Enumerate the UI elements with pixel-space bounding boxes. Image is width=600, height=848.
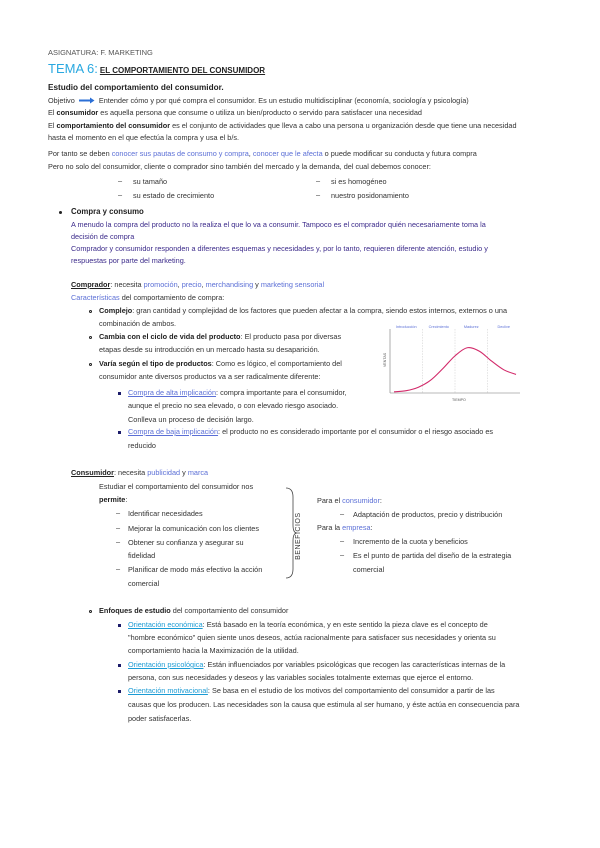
para-empresa-item: Incremento de la cuota y beneficios [353,537,468,546]
objetivo-line [48,97,469,106]
orientacion-motivacional: Orientación motivacional: Se basa en el estudio de los motivos del comportamiento del consumidor a partir de las [128,686,495,695]
compra-heading: Compra y consumo [71,207,144,216]
consumidor-line: Consumidor: necesita publicidad y marca [71,468,209,477]
list-item: nuestro posidonamiento [331,191,409,200]
list-item: su estado de crecimiento [133,191,215,200]
bullet [118,431,121,434]
baja-implicacion-cont: reducido [128,441,156,450]
stage-label: Introducción [395,325,417,329]
subject-label: ASIGNATURA: F. MARKETING [48,48,153,57]
bullet [118,690,121,693]
list-dash: – [118,176,123,185]
orientacion-psicologica: Orientación psicológica: Están influenciados por variables psicológicas que recogen las características internas de la [128,660,506,669]
bullet [118,624,121,627]
orientacion-psicologica-cont: persona, con sus necesidades y deseos y las variables sociales totalmente externas que ejerce el entorno. [128,673,474,682]
para-consumidor-item: Adaptación de productos, precio y distribución [353,510,503,519]
list-dash: – [116,508,121,517]
bullet [89,310,92,313]
comprador-label: Comprador [71,280,111,289]
objetivo-text: Entender cómo y por qué compra el consumidor. Es un estudio multidisciplinar (economía, sociología y psicología) [98,96,469,105]
list-item: si es homogéneo [331,177,387,186]
list-dash: – [340,536,345,545]
afecta-link[interactable]: conocer que le afecta [252,149,323,158]
permite-item: Planificar de modo más efectivo la acción [128,565,263,574]
compra-p1b: decisión de compra [71,232,135,241]
list-dash: – [316,190,321,199]
stage-label: Declive [497,325,510,329]
item-complejo-cont: combinación de ambos. [99,319,177,328]
baja-implicacion: Compra de baja implicación: el producto no es considerado importante por el consumidor o el riesgo asociado es [128,427,494,436]
orientacion-economica: Orientación económica: Está basado en la teoría económica, y en este sentido la pieza clave es el concepto de [128,620,488,629]
stage-label: Crecimiento [428,325,449,329]
y-axis-label: VENTAS [383,352,387,367]
tool-merchandising: merchandising [205,280,254,289]
enfoques-heading: Enfoques de estudio del comportamiento del consumidor [99,606,289,615]
consumidor-label: Consumidor [71,468,114,477]
bullet [118,664,121,667]
bullet [89,336,92,339]
alta-implicacion-cont2: Conlleva un proceso de decisión largo. [128,415,254,424]
arrow-right-icon [79,97,95,104]
page-title [48,61,265,77]
list-dash: – [340,550,345,559]
compra-p2: Comprador y consumidor responden a diferentes esquemas y necesidades y, por lo tanto, requieren diferente atención, estudio y [71,244,488,253]
tool-marketing-sensorial: marketing sensorial [260,280,325,289]
bullet [59,211,62,214]
alta-implicacion: Compra de alta implicación: compra importante para el consumidor, [128,388,347,397]
permite-item-cont: comercial [128,579,160,588]
permite-line: permite: [99,495,128,504]
item-ciclo-vida-cont: etapas desde su introducción en un mercado hasta su desaparición. [99,345,320,354]
product-life-cycle-chart [382,321,522,405]
orientacion-motivacional-cont2: poder satisfacerlas. [128,714,192,723]
section-heading: Estudio del comportamiento del consumidor. [48,83,224,92]
consumidor-def: El consumidor es aquella persona que consume o utiliza un bien/producto o servido para satisfacer una necesidad [48,108,422,117]
caracteristicas-line: Características del comportamiento de compra: [71,293,225,302]
tool-marca: marca [187,468,209,477]
bullet [118,392,121,395]
permite-item-cont: fidelidad [128,551,156,560]
stage-label: Madurez [463,325,479,329]
tool-promocion: promoción [143,280,178,289]
comprador-line: Comprador: necesita promoción, precio, merchandising y marketing sensorial [71,280,325,289]
objetivo-label: Objetivo [48,96,75,105]
orientacion-motivacional-cont: causas que los producen. Las necesidades son la causa que estimula al ser humano, y éste actúa en consecuencia para [128,700,520,709]
bullet [89,610,92,613]
list-dash: – [116,523,121,532]
list-dash: – [116,564,121,573]
item-complejo: Complejo: gran cantidad y complejidad de los factores que pueden afectar a la compra, siendo estos internos, externos o una [99,306,508,315]
para-empresa-item-cont: comercial [353,565,385,574]
orientacion-economica-cont2: comportamiento hacia la Maximización de la utilidad. [128,646,299,655]
list-item: su tamaño [133,177,168,186]
list-dash: – [118,190,123,199]
beneficios-label: BENEFICIOS [294,512,302,560]
pautas-link[interactable]: conocer sus pautas de consumo y compra [111,149,249,158]
permite-item: Obtener su confianza y asegurar su [128,538,244,547]
item-tipo-producto-cont: consumidor ante diversos productos va a ser radicalmente diferente: [99,372,321,381]
tema-number: TEMA 6: [48,61,98,76]
x-axis-label: TIEMPO [452,398,466,402]
list-dash: – [316,176,321,185]
compra-p1: A menudo la compra del producto no la realiza el que lo va a consumir. Tampoco es el comprador quién necesariamente toma la [71,220,486,229]
permite-item: Mejorar la comunicación con los clientes [128,524,259,533]
para-consumidor: Para el consumidor: [317,496,382,505]
estudiar-line: Estudiar el comportamiento del consumidor nos [99,482,254,491]
para-empresa: Para la empresa: [317,523,373,532]
compra-p2b: respuestas por parte del marketing. [71,256,186,265]
item-ciclo-vida: Cambia con el ciclo de vida del producto: El producto pasa por diversas [99,332,342,341]
para-empresa-item: Es el punto de partida del diseño de la estrategia [353,551,512,560]
tool-publicidad: publicidad [147,468,181,477]
orientacion-economica-cont: "hombre económico" quien siente unos deseos, actúa racionalmente para satisfacer sus necesidades y orienta su [128,633,496,642]
comportamiento-def: El comportamiento del consumidor es el conjunto de actividades que lleva a cabo una persona u organización desde que tiene una necesidad [48,121,517,130]
pautas-line: Por tanto se deben conocer sus pautas de consumo y compra, conocer que le afecta o puede modificar su conducta y futura compra [48,149,477,158]
tool-precio: precio [181,280,202,289]
list-dash: – [340,509,345,518]
mercado-line: Pero no solo del consumidor, cliente o comprador sino también del mercado y la demanda, del cual debemos conocer: [48,162,431,171]
item-tipo-producto: Varía según el tipo de productos: Como es lógico, el comportamiento del [99,359,342,368]
alta-implicacion-cont: aunque el precio no sea elevado, o con elevado riesgo asociado. [128,401,339,410]
comportamiento-def-cont: hasta el momento en el que efectúa la compra y usa el b/s. [48,133,240,142]
bullet [89,363,92,366]
list-dash: – [116,537,121,546]
permite-item: Identificar necesidades [128,509,203,518]
tema-title: EL COMPORTAMIENTO DEL CONSUMIDOR [99,66,266,75]
